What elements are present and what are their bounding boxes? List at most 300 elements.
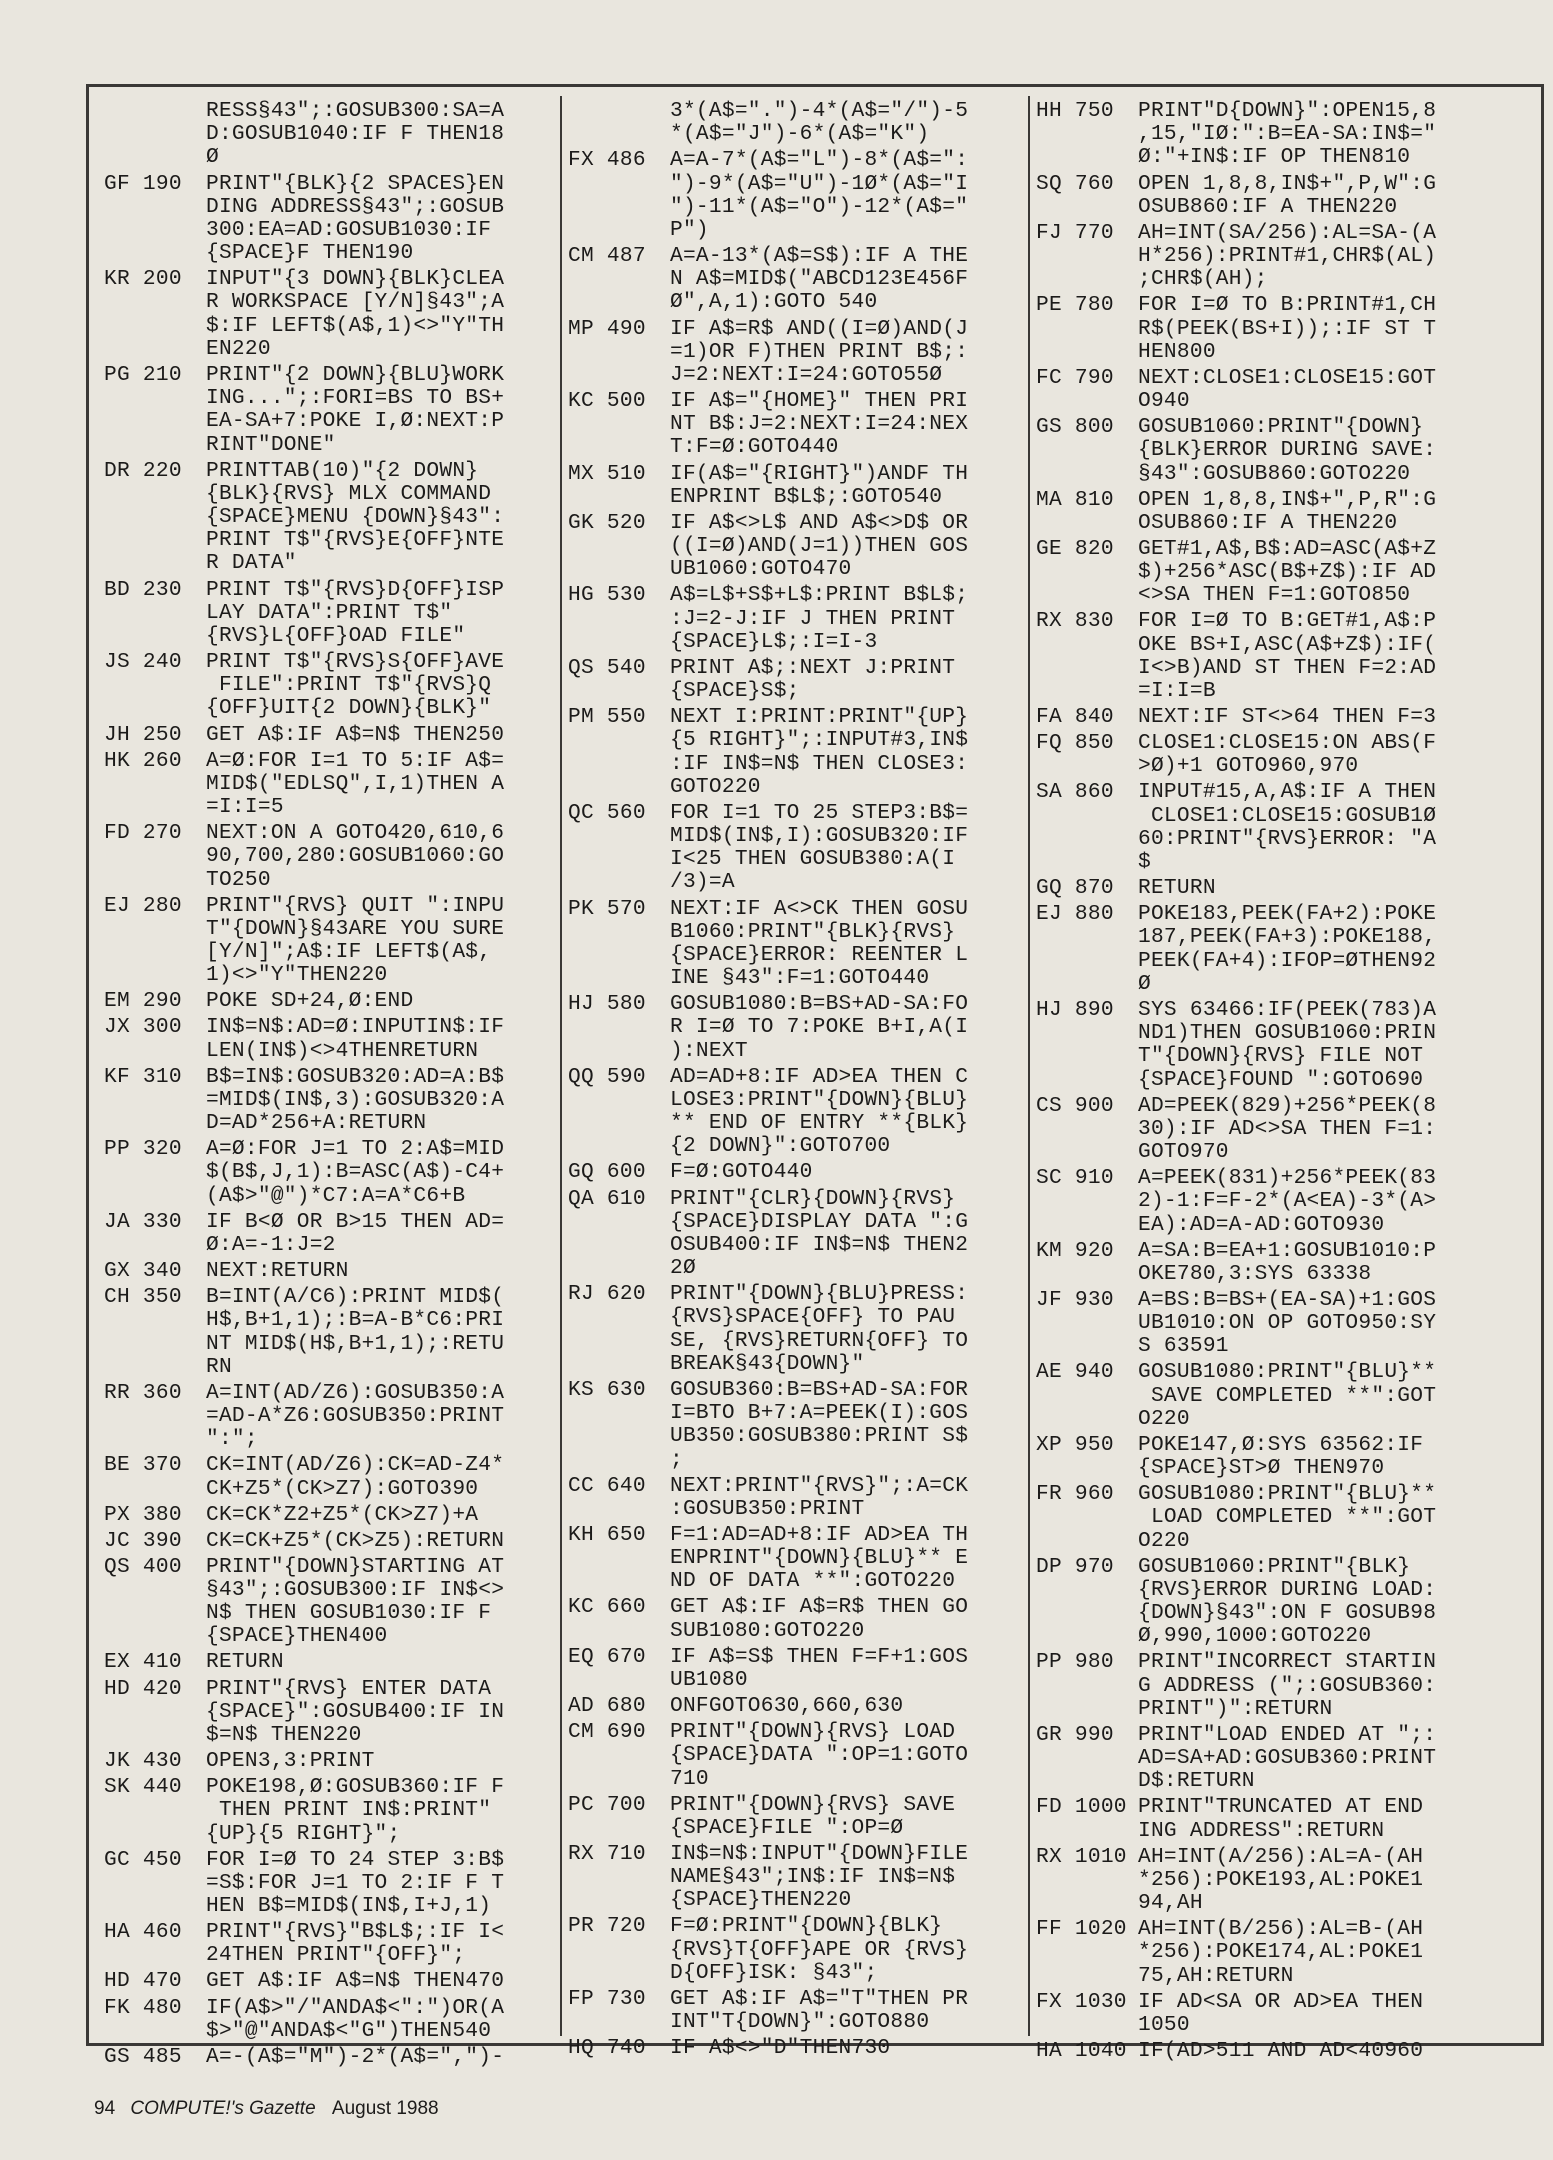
line-label: KC 500 — [568, 389, 646, 413]
code-text — [206, 1382, 559, 1452]
code-line: PRINT A$;:NEXT J:PRINT — [670, 655, 956, 680]
code-line: Ø:A=-1:J=2 — [206, 1232, 336, 1257]
code-text — [670, 584, 1023, 654]
code-line: GOTO220 — [670, 774, 761, 799]
code-line: PRINT"{RVS} QUIT ":INPU — [206, 893, 505, 918]
code-text — [1138, 1240, 1491, 1286]
line-label: FC 790 — [1036, 365, 1114, 390]
code-line: RESS§43";:GOSUB300:SA=A — [206, 99, 505, 123]
code-line-entry — [568, 993, 1023, 1063]
code-line: :IF IN$=N$ THEN CLOSE3: — [670, 751, 969, 776]
code-line: IF A$<>"D"THEN730 — [670, 2036, 891, 2061]
code-line: P") — [670, 217, 709, 242]
code-line-entry — [568, 1379, 1023, 1472]
code-line: GET#1,A$,B$:AD=ASC(A$+Z — [1138, 536, 1437, 561]
line-label: SK 440 — [104, 1775, 182, 1800]
code-line: Ø — [206, 145, 219, 170]
code-line-entry — [1036, 781, 1491, 874]
code-text — [206, 1138, 559, 1208]
code-line: HEN800 — [1138, 339, 1216, 364]
code-text — [206, 1921, 559, 1967]
code-text — [206, 822, 559, 892]
code-line: D$:RETURN — [1138, 1769, 1255, 1794]
code-line-entry — [104, 1286, 559, 1379]
line-label: FA 840 — [1036, 705, 1114, 730]
code-line: ):NEXT — [670, 1038, 748, 1063]
code-text — [670, 1524, 1023, 1594]
code-line: GOSUB1060:PRINT"{DOWN} — [1138, 415, 1424, 440]
code-text — [1138, 1991, 1491, 2037]
code-line: NEXT:CLOSE1:CLOSE15:GOT — [1138, 365, 1437, 390]
code-line: INPUT#15,A,A$:IF A THEN — [1138, 780, 1437, 805]
code-line: {DOWN}§43":ON F GOSUB98 — [1138, 1601, 1437, 1626]
line-label: GS 800 — [1036, 415, 1114, 440]
code-line: FOR I=Ø TO B:PRINT#1,CH — [1138, 293, 1437, 318]
code-line: B$=IN$:GOSUB320:AD=A:B$ — [206, 1064, 505, 1089]
code-line: *256):POKE174,AL:POKE1 — [1138, 1940, 1424, 1965]
code-text — [206, 990, 559, 1013]
code-text — [670, 1161, 1023, 1184]
code-line-entry — [568, 1475, 1023, 1521]
code-line-entry — [104, 364, 559, 457]
code-text — [206, 1997, 559, 2043]
code-line: OSUB860:IF A THEN220 — [1138, 194, 1398, 219]
code-line: NAME§43";IN$:IF IN$=N$ — [670, 1865, 956, 1890]
code-text — [1138, 706, 1491, 729]
code-line: BREAK§43{DOWN}" — [670, 1351, 865, 1376]
code-line: RETURN — [1138, 876, 1216, 901]
code-line: {SPACE}L$;:I=I-3 — [670, 629, 878, 654]
code-text — [670, 1915, 1023, 1985]
code-text — [1138, 1556, 1491, 1649]
code-line: =I:I=5 — [206, 795, 284, 820]
code-line: S 63591 — [1138, 1334, 1229, 1359]
code-line: ; — [670, 1447, 683, 1472]
line-label: BE 370 — [104, 1453, 182, 1478]
line-label: KR 200 — [104, 267, 182, 292]
code-line: PRINT T$"{RVS}E{OFF}NTE — [206, 528, 505, 553]
code-line: OSUB400:IF IN$=N$ THEN2 — [670, 1232, 969, 1257]
code-line-entry — [1036, 100, 1491, 170]
code-text — [206, 1066, 559, 1136]
code-line: CK+Z5*(CK>Z7):GOTO390 — [206, 1476, 479, 1501]
code-line: Ø",A,1):GOTO 540 — [670, 290, 878, 315]
code-line: PRINT T$"{RVS}S{OFF}AVE — [206, 650, 505, 675]
code-line: T"{DOWN}§43ARE YOU SURE — [206, 916, 505, 941]
code-line-entry — [1036, 1796, 1491, 1842]
code-line: A=Ø:FOR I=1 TO 5:IF A$= — [206, 748, 505, 773]
code-line: >Ø)+1 GOTO960,970 — [1138, 754, 1359, 779]
code-line: {SPACE}ERROR: REENTER L — [670, 942, 969, 967]
line-label: KM 920 — [1036, 1238, 1114, 1263]
code-text — [1138, 489, 1491, 535]
code-line: 75,AH:RETURN — [1138, 1963, 1294, 1988]
code-line: UB1060:GOTO470 — [670, 557, 852, 582]
line-label: JC 390 — [104, 1528, 182, 1553]
code-line-entry — [568, 1988, 1023, 2034]
line-label: FJ 770 — [1036, 220, 1114, 245]
code-line: (A$>"@")*C7:A=A*C6+B — [206, 1183, 466, 1208]
code-text — [206, 750, 559, 820]
code-text — [670, 512, 1023, 582]
code-line: $=N$ THEN220 — [206, 1722, 362, 1747]
code-line: T"{DOWN}{RVS} FILE NOT — [1138, 1044, 1424, 1069]
code-text — [206, 579, 559, 649]
line-label: CM 487 — [568, 244, 646, 268]
code-text — [1138, 732, 1491, 778]
code-line-entry — [104, 1997, 559, 2043]
code-line-entry — [1036, 877, 1491, 900]
code-line: GOSUB1080:B=BS+AD-SA:FO — [670, 992, 969, 1017]
line-label: MP 490 — [568, 316, 646, 341]
code-line-entry — [104, 100, 559, 170]
line-label: KS 630 — [568, 1377, 646, 1402]
code-text — [670, 2037, 1023, 2060]
code-line-entry — [104, 1382, 559, 1452]
code-line-entry — [104, 724, 559, 747]
code-line: CLOSE1:CLOSE15:ON ABS(F — [1138, 731, 1437, 756]
code-line: ING ADDRESS":RETURN — [1138, 1818, 1385, 1843]
code-line: *256):POKE193,AL:POKE1 — [1138, 1867, 1424, 1892]
code-line-entry — [568, 1066, 1023, 1159]
code-line: :GOSUB350:PRINT — [670, 1496, 865, 1521]
code-text — [1138, 1846, 1491, 1916]
code-line: OKE780,3:SYS 63338 — [1138, 1261, 1372, 1286]
code-line: A=-(A$="M")-2*(A$=",")- — [206, 2044, 505, 2069]
code-line: PRINT"{DOWN}{BLU}PRESS: — [670, 1282, 969, 1307]
code-text — [670, 1066, 1023, 1159]
code-line: ENPRINT"{DOWN}{BLU}** E — [670, 1546, 969, 1571]
code-line: POKE183,PEEK(FA+2):POKE — [1138, 902, 1437, 927]
code-line: EN220 — [206, 336, 271, 361]
code-line-entry — [104, 1776, 559, 1846]
code-line: PRINT"{RVS} ENTER DATA — [206, 1676, 492, 1701]
code-line: 94,AH — [1138, 1891, 1203, 1916]
code-line: F=Ø:GOTO440 — [670, 1160, 813, 1185]
code-line-entry — [104, 1651, 559, 1674]
code-line: {RVS}ERROR DURING LOAD: — [1138, 1577, 1437, 1602]
line-label: GF 190 — [104, 171, 182, 196]
code-line: IF(A$>"/"ANDA$<":")OR(A — [206, 1995, 505, 2020]
code-line: A=A-7*(A$="L")-8*(A$=": — [670, 148, 969, 173]
code-line: FILE":PRINT T$"{RVS}Q — [206, 673, 492, 698]
code-line-entry — [568, 245, 1023, 315]
code-line-entry — [1036, 1724, 1491, 1794]
code-line-entry — [104, 1530, 559, 1553]
code-line: H$,B+1,1);:B=A-B*C6:PRI — [206, 1308, 505, 1333]
line-label — [568, 100, 670, 146]
line-label: RX 830 — [1036, 609, 1114, 634]
line-label: JH 250 — [104, 722, 182, 747]
line-label: HH 750 — [1036, 99, 1114, 123]
line-label: FX 486 — [568, 148, 646, 173]
line-label: PK 570 — [568, 896, 646, 921]
code-line: 30):IF AD<>SA THEN F=1: — [1138, 1116, 1437, 1141]
line-label: GC 450 — [104, 1847, 182, 1872]
code-text — [670, 706, 1023, 799]
code-line: =1)OR F)THEN PRINT B$;: — [670, 339, 969, 364]
code-line: PRINT"{DOWN}{RVS} SAVE — [670, 1792, 956, 1817]
line-label: HA 1040 — [1036, 2039, 1127, 2064]
code-line: Ø:"+IN$:IF OP THEN810 — [1138, 145, 1411, 170]
code-line: PRINT"{CLR}{DOWN}{RVS} — [670, 1186, 956, 1211]
code-text — [206, 1016, 559, 1062]
line-label: EX 410 — [104, 1650, 182, 1675]
code-line: ;CHR$(AH); — [1138, 267, 1268, 292]
code-line: ** END OF ENTRY **{BLK} — [670, 1111, 969, 1136]
code-text — [1138, 1796, 1491, 1842]
code-line: ((I=Ø)AND(J=1))THEN GOS — [670, 534, 969, 558]
code-line: PRINT"{2 DOWN}{BLU}WORK — [206, 362, 505, 387]
code-line: 1)<>"Y"THEN220 — [206, 963, 388, 988]
code-text — [670, 1596, 1023, 1642]
code-line: {SPACE}ST>Ø THEN970 — [1138, 1456, 1385, 1481]
code-line: 90,700,280:GOSUB1060:GO — [206, 844, 505, 869]
code-line: GET A$:IF A$=N$ THEN470 — [206, 1969, 505, 1994]
line-label: QQ 590 — [568, 1064, 646, 1089]
code-line-entry — [1036, 1651, 1491, 1721]
code-text — [1138, 294, 1491, 364]
code-line: LOSE3:PRINT"{DOWN}{BLU} — [670, 1087, 969, 1112]
code-text — [206, 460, 559, 576]
code-line: <>SA THEN F=1:GOTO850 — [1138, 583, 1411, 608]
code-line: IN$=N$:INPUT"{DOWN}FILE — [670, 1841, 969, 1866]
line-label: GR 990 — [1036, 1722, 1114, 1747]
code-line: CK=CK*Z2+Z5*(CK>Z7)+A — [206, 1502, 479, 1527]
code-line-entry — [104, 1849, 559, 1919]
code-line: OPEN 1,8,8,IN$+",P,W":G — [1138, 171, 1437, 196]
code-line: {SPACE}THEN400 — [206, 1624, 388, 1649]
code-line: R DATA" — [206, 551, 297, 576]
code-text — [670, 1843, 1023, 1913]
code-line-entry — [1036, 2040, 1491, 2063]
code-line: GET A$:IF A$=R$ THEN GO — [670, 1595, 969, 1620]
code-line: G ADDRESS (";:GOSUB360: — [1138, 1673, 1437, 1698]
code-line: SAVE COMPLETED **":GOT — [1138, 1383, 1437, 1408]
code-line-entry — [568, 706, 1023, 799]
line-label: BD 230 — [104, 577, 182, 602]
code-text — [1138, 538, 1491, 608]
code-line-entry — [104, 1921, 559, 1967]
line-label: JF 930 — [1036, 1287, 1114, 1312]
code-line: $>"@"ANDA$<"G")THEN540 — [206, 2018, 492, 2043]
code-line-entry — [104, 1454, 559, 1500]
code-text — [670, 463, 1023, 509]
line-label: HG 530 — [568, 583, 646, 608]
code-line-entry — [1036, 367, 1491, 413]
line-label: KC 660 — [568, 1595, 646, 1620]
code-line: 24THEN PRINT"{OFF}"; — [206, 1943, 466, 1968]
code-line: OPEN 1,8,8,IN$+",P,R":G — [1138, 487, 1437, 512]
code-line-entry — [1036, 416, 1491, 486]
code-text — [670, 1721, 1023, 1791]
code-line-entry — [104, 750, 559, 820]
line-label: EJ 280 — [104, 893, 182, 918]
code-text — [206, 1750, 559, 1773]
code-text — [1138, 1289, 1491, 1359]
line-label: FF 1020 — [1036, 1917, 1127, 1942]
code-line: MID$(IN$,I):GOSUB320:IF — [670, 824, 969, 848]
line-label: CH 350 — [104, 1285, 182, 1310]
listing-column-3 — [1036, 100, 1491, 2066]
code-text — [1138, 1095, 1491, 1165]
listing-column-2 — [568, 100, 1023, 2063]
line-label: RX 1010 — [1036, 1844, 1127, 1869]
code-line: R I=Ø TO 7:POKE B+I,A(I — [670, 1015, 969, 1040]
code-text — [670, 1475, 1023, 1521]
code-line: :J=2-J:IF J THEN PRINT — [670, 606, 956, 631]
code-line: {BLK}ERROR DURING SAVE: — [1138, 438, 1437, 463]
code-line: O940 — [1138, 389, 1190, 413]
code-line-entry — [1036, 732, 1491, 778]
code-line: LAY DATA":PRINT T$" — [206, 600, 453, 625]
code-line: D=AD*256+A:RETURN — [206, 1111, 427, 1136]
line-label: JK 430 — [104, 1749, 182, 1774]
code-text — [206, 724, 559, 747]
code-line: INPUT"{3 DOWN}{BLK}CLEA — [206, 267, 505, 292]
code-line: GOTO970 — [1138, 1140, 1229, 1165]
code-line: PRINT"INCORRECT STARTIN — [1138, 1650, 1437, 1675]
code-line: POKE147,Ø:SYS 63562:IF — [1138, 1432, 1424, 1457]
code-text — [670, 390, 1023, 460]
code-line: CK=INT(AD/Z6):CK=AD-Z4* — [206, 1453, 505, 1478]
code-line: I<25 THEN GOSUB380:A(I — [670, 847, 956, 872]
code-line: R$(PEEK(BS+I));:IF ST T — [1138, 316, 1437, 341]
code-line: SYS 63466:IF(PEEK(783)A — [1138, 997, 1437, 1022]
code-line: {BLK}{RVS} MLX COMMAND — [206, 481, 492, 506]
code-text — [670, 1379, 1023, 1472]
code-line: {SPACE}":GOSUB400:IF IN — [206, 1699, 505, 1724]
line-label: GE 820 — [1036, 536, 1114, 561]
page-footer — [94, 2098, 439, 2120]
code-line-entry — [568, 100, 1023, 146]
code-line-entry — [104, 1556, 559, 1649]
code-line: F=1:AD=AD+8:IF AD>EA TH — [670, 1522, 969, 1547]
code-text — [670, 1695, 1023, 1718]
line-label: HJ 580 — [568, 992, 646, 1017]
line-label: SA 860 — [1036, 780, 1114, 805]
code-line: FOR I=1 TO 25 STEP3:B$= — [670, 800, 969, 825]
code-line: §43":GOSUB860:GOTO220 — [1138, 461, 1411, 486]
code-text — [206, 1776, 559, 1846]
code-text — [670, 1188, 1023, 1281]
line-label: PM 550 — [568, 705, 646, 730]
code-line-entry — [568, 657, 1023, 703]
line-label: GK 520 — [568, 510, 646, 535]
code-line-entry — [104, 1260, 559, 1283]
code-text — [206, 1286, 559, 1379]
code-line-entry — [104, 1016, 559, 1062]
code-line: ING...";:FORI=BS TO BS+ — [206, 386, 505, 411]
code-line: {SPACE}THEN220 — [670, 1888, 852, 1913]
line-label: CC 640 — [568, 1473, 646, 1498]
code-text — [1138, 781, 1491, 874]
line-label: HK 260 — [104, 748, 182, 773]
code-line: RINT"DONE" — [206, 432, 336, 457]
line-label: FK 480 — [104, 1995, 182, 2020]
code-line: ND1)THEN GOSUB1060:PRIN — [1138, 1021, 1437, 1046]
line-label — [104, 100, 206, 170]
code-line: PRINT"{BLK}{2 SPACES}EN — [206, 171, 505, 196]
code-line-entry — [104, 2046, 559, 2069]
code-line-entry — [568, 1283, 1023, 1376]
line-label: GS 485 — [104, 2044, 182, 2069]
line-label: EJ 880 — [1036, 902, 1114, 927]
code-line: {SPACE}S$; — [670, 679, 800, 703]
code-line: 300:EA=AD:GOSUB1030:IF — [206, 217, 492, 242]
code-line-entry — [568, 1794, 1023, 1840]
code-line-entry — [568, 898, 1023, 991]
line-label: QC 560 — [568, 800, 646, 825]
code-text — [670, 100, 1023, 146]
code-text — [1138, 1483, 1491, 1553]
code-line: OKE BS+I,ASC(A$+Z$):IF( — [1138, 632, 1437, 657]
code-line-entry — [568, 149, 1023, 242]
line-label: GQ 870 — [1036, 876, 1114, 901]
code-line-entry — [568, 1721, 1023, 1791]
code-text — [1138, 610, 1491, 703]
code-line: IF A$=R$ AND((I=Ø)AND(J — [670, 316, 969, 341]
code-line: ENPRINT B$L$;:GOTO540 — [670, 484, 943, 509]
line-label: KH 650 — [568, 1522, 646, 1547]
code-line: GET A$:IF A$=N$ THEN250 — [206, 722, 505, 747]
code-line: ND OF DATA **":GOTO220 — [670, 1569, 956, 1594]
code-line: PRINT"TRUNCATED AT END — [1138, 1795, 1424, 1820]
line-label: PE 780 — [1036, 293, 1114, 318]
code-line: §43";:GOSUB300:IF IN$<> — [206, 1577, 505, 1602]
line-label: PP 320 — [104, 1137, 182, 1162]
code-line: ,15,"IØ:":B=EA-SA:IN$=" — [1138, 122, 1437, 147]
code-line: {SPACE}MENU {DOWN}§43": — [206, 505, 505, 530]
line-label: EM 290 — [104, 989, 182, 1014]
code-text — [206, 1211, 559, 1257]
code-line: AD=SA+AD:GOSUB360:PRINT — [1138, 1746, 1437, 1771]
code-text — [670, 245, 1023, 315]
code-line-entry — [1036, 1483, 1491, 1553]
code-line-entry — [1036, 1095, 1491, 1165]
code-line-entry — [104, 651, 559, 721]
code-line: INE §43":F=1:GOTO440 — [670, 966, 930, 991]
code-line: GOSUB1080:PRINT"{BLU}** — [1138, 1360, 1437, 1385]
code-line: AD=PEEK(829)+256*PEEK(8 — [1138, 1093, 1437, 1118]
code-line: *(A$="J")-6*(A$="K") — [670, 122, 930, 147]
line-label: HJ 890 — [1036, 997, 1114, 1022]
code-line: {RVS}T{OFF}APE OR {RVS} — [670, 1937, 969, 1962]
code-text — [206, 268, 559, 361]
code-text — [206, 1970, 559, 1993]
code-line: AD=AD+8:IF AD>EA THEN C — [670, 1064, 969, 1089]
line-label: FD 270 — [104, 821, 182, 846]
code-line: N A$=MID$("ABCD123E456F — [670, 267, 969, 292]
line-label: CS 900 — [1036, 1093, 1114, 1118]
code-text — [1138, 999, 1491, 1092]
code-line: PRINT"{DOWN}{RVS} LOAD — [670, 1720, 956, 1745]
code-line-entry — [104, 460, 559, 576]
code-line: NEXT:ON A GOTO420,610,6 — [206, 821, 505, 846]
code-line-entry — [104, 1678, 559, 1748]
code-line-entry — [104, 895, 559, 988]
line-label: FD 1000 — [1036, 1795, 1127, 1820]
line-label: SC 910 — [1036, 1166, 1114, 1191]
code-text — [670, 318, 1023, 388]
line-label: QS 540 — [568, 655, 646, 680]
code-line-entry — [104, 579, 559, 649]
line-label: MA 810 — [1036, 487, 1114, 512]
magazine-title: COMPUTE!'s Gazette — [130, 2098, 316, 2119]
code-text — [670, 898, 1023, 991]
code-line-entry — [1036, 999, 1491, 1092]
line-label: PG 210 — [104, 362, 182, 387]
